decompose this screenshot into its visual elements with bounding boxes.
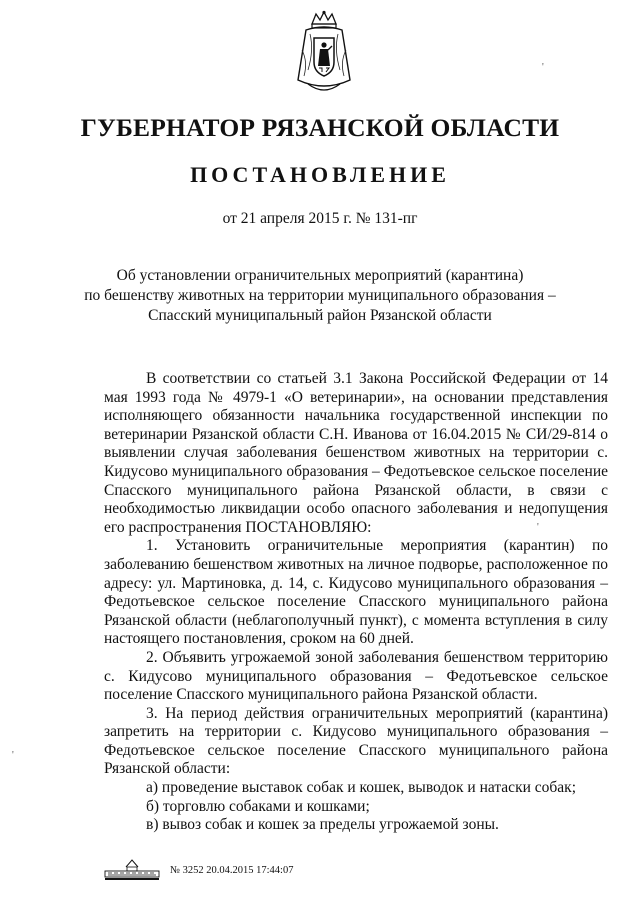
subject-line: Об установлении ограничительных мероприятий (карантина) bbox=[116, 267, 524, 284]
clause-3-paragraph: 3. На период действия ограничительных мероприятий (карантина) запретить на территории с. Кидусово муниципального образования – Федотьевское сельское поселение Спасского муниципального района Рязанской области: bbox=[104, 704, 608, 778]
issuer-title: ГУБЕРНАТОР РЯЗАНСКОЙ ОБЛАСТИ bbox=[80, 113, 560, 142]
prohibition-item-a: а) проведение выставок собак и кошек, выводок и натаски собак; bbox=[146, 779, 576, 797]
prohibition-item-c: в) вывоз собак и кошек за пределы угрожаемой зоны. bbox=[146, 816, 499, 834]
document-type: ПОСТАНОВЛЕНИЕ bbox=[190, 162, 450, 187]
document-subject bbox=[40, 266, 600, 326]
subject-line: Спасский муниципальный район Рязанской области bbox=[148, 307, 492, 324]
preamble-paragraph: В соответствии со статьей 3.1 Закона Российской Федерации от 14 мая 1993 года № 4979-1 «О ветеринарии», на основании представления исполняющего обязанности начальника государственной инспекции по ветеринарии Рязанской области С.Н. Иванова от 16.04.2015 № СИ/29-814 о выявлении случая заболевания бешенством животных на территории с. Кидусово муниципального образования – Федотьевское сельское поселение Спасского муниципального района Рязанской области, в связи с необходимостью ликвидации особо опасного заболевания и недопущения его распространения ПОСТАНОВЛЯЮ: bbox=[104, 370, 608, 536]
registration-footer bbox=[104, 857, 364, 883]
clause-1-paragraph: 1. Установить ограничительные мероприятия (карантин) по заболеванию бешенством животных на личное подворье, расположенное по адресу: ул. Мартиновка, д. 14, с. Кидусово муниципального образования – Федотьевское сельское поселение Спасского муниципального района Рязанской области (неблагополучный пункт), с момента вступления в силу настоящего постановления, сроком на 60 дней. bbox=[104, 537, 608, 648]
document-date-number: от 21 апреля 2015 г. № 131-пг bbox=[222, 210, 418, 227]
subject-line: по бешенству животных на территории муниципального образования – bbox=[84, 287, 556, 304]
ryazan-coat-of-arms-icon bbox=[294, 10, 354, 98]
prohibition-item-b: б) торговлю собаками и кошками; bbox=[146, 797, 370, 815]
document-body bbox=[104, 370, 608, 835]
registry-stamp-icon bbox=[104, 857, 160, 881]
registration-number: № 3252 20.04.2015 17:44:07 bbox=[170, 865, 294, 876]
clause-2-paragraph: 2. Объявить угрожаемой зоной заболевания бешенством территорию с. Кидусово муниципального образования – Федотьевское сельское поселение Спасского муниципального района Рязанской области. bbox=[104, 648, 608, 704]
